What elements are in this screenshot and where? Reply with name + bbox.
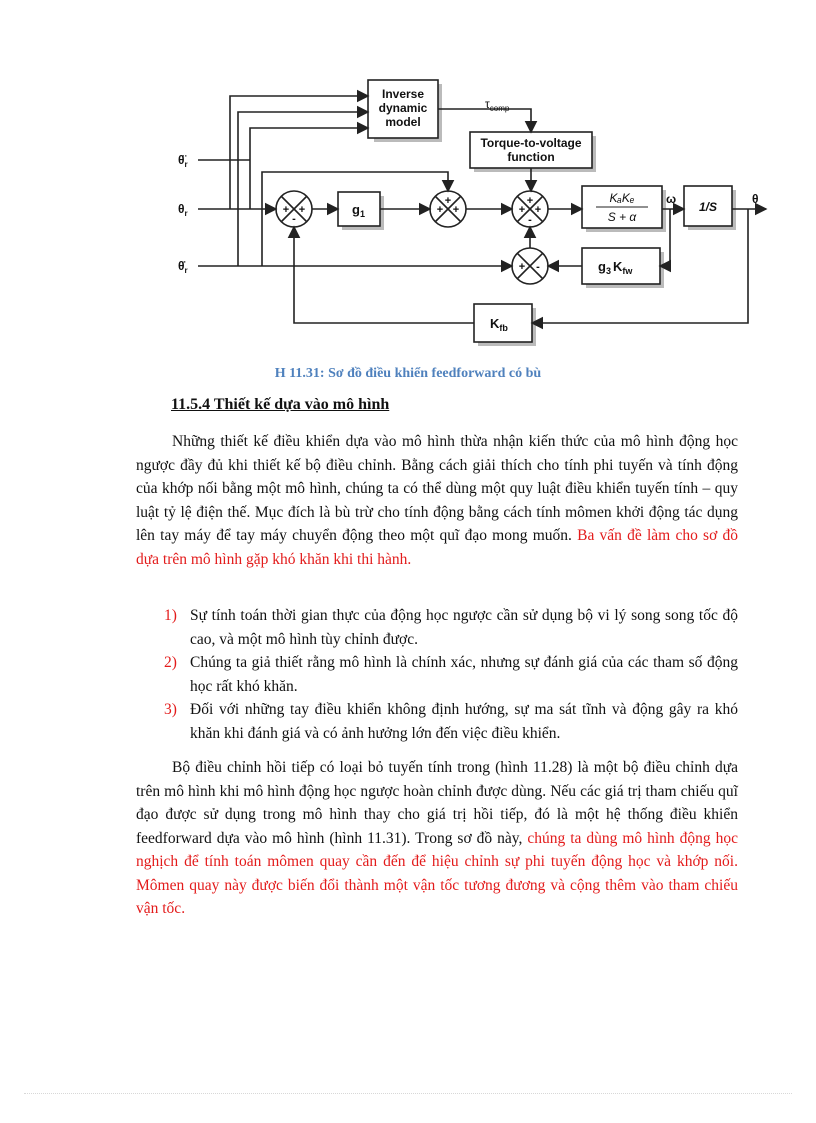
tau-comp-label: $\tau_{comp}$	[485, 97, 510, 113]
svg-text:+: +	[282, 204, 290, 216]
block-diagram-svg	[170, 78, 770, 363]
inverse-label-3: model	[385, 115, 421, 129]
integrator-label: 1/S	[698, 200, 718, 214]
svg-text:+: +	[526, 195, 534, 207]
svg-text:-: -	[528, 214, 532, 226]
theta-label: $\theta_r$	[178, 202, 188, 218]
svg-text:+: +	[534, 204, 542, 216]
problem-list	[164, 604, 738, 745]
torque-label-1: Torque-to-voltage	[480, 136, 582, 150]
g1-label: $g_1$	[352, 202, 365, 219]
list-item	[164, 698, 738, 745]
list-number: 3)	[164, 701, 177, 718]
list-text: Sự tính toán thời gian thực của động học ngược cần sử dụng bộ vi lý song song tốc độ cao, và một mô hình tùy chỉnh được.	[190, 607, 738, 648]
list-text: Đối với những tay điều khiển không định hướng, sự ma sát tĩnh và động gây ra khó khăn khi đánh giá và có ảnh hưởng lớn đến việc điều khiển.	[190, 701, 738, 742]
theta-dot-label: $\thetȧ_r$	[178, 259, 188, 275]
list-number: 1)	[164, 607, 177, 624]
kfb-label: $K_{fb}$	[490, 316, 508, 333]
block-diagram	[170, 78, 770, 363]
plant-denominator: S + α	[607, 210, 637, 224]
inverse-label-2: dynamic	[378, 101, 428, 115]
paragraph-1-text: Những thiết kế điều khiển dựa vào mô hình thừa nhận kiến thức của mô hình động học ngược đầy đủ khi thiết kế bộ điều chỉnh. Bằng cách giải thích cho tính phi tuyến và tính động của khớp nối bằng một mô hình, chúng ta có thể dùng một quy luật điều khiển tuyến tính – quy luật tỷ lệ điện thế. Mục đích là bù trừ cho tính động bằng cách tính mômen khởi động tác dụng lên tay máy để tay máy chuyển động theo một quĩ đạo mong muốn.	[136, 433, 738, 544]
theta-ddot-label: $\thetä_r$	[178, 153, 188, 169]
g3-kfw-label: $g_3$ $K_{fw}$	[598, 259, 633, 276]
paragraph-1-highlight: Ba vấn đề làm cho sơ đồ dựa trên mô hình gặp khó khăn khi thi hành.	[136, 527, 738, 568]
svg-text:+: +	[452, 204, 460, 216]
list-number: 2)	[164, 654, 177, 671]
list-text: Chúng ta giả thiết rằng mô hình là chính xác, nhưng sự đánh giá của các tham số động học rất khó khăn.	[190, 654, 738, 695]
svg-text:+: +	[444, 195, 452, 207]
svg-text:+: +	[518, 204, 526, 216]
section-title: 11.5.4 Thiết kế dựa vào mô hình	[171, 396, 390, 413]
inverse-label-1: Inverse	[381, 87, 425, 101]
plant-numerator: KₐKₑ	[609, 191, 635, 205]
paragraph-1	[136, 430, 738, 571]
page-footer-rule	[24, 1093, 792, 1094]
list-item	[164, 604, 738, 651]
svg-text:-: -	[292, 213, 296, 225]
figure-caption: H 11.31: Sơ đồ điều khiển feedforward có bù	[274, 366, 542, 381]
list-item	[164, 651, 738, 698]
svg-text:+: +	[518, 261, 526, 273]
torque-label-2: function	[507, 150, 555, 164]
omega-label: ω	[666, 192, 677, 206]
paragraph-2-highlight: chúng ta dùng mô hình động học nghịch để tính toán mômen quay cần đến để hiệu chỉnh sự phi tuyến động học và khớp nối. Mômen quay này được biến đổi thành một vận tốc tương đương và cộng thêm vào tham chiếu vận tốc.	[136, 829, 739, 917]
paragraph-2	[136, 756, 738, 921]
svg-text:+: +	[436, 204, 444, 216]
paragraph-2-text: Bộ điều chỉnh hồi tiếp có loại bỏ tuyến tính trong (hình 11.28) là một bộ điều chỉnh dựa trên mô hình khi mô hình động học ngược hoàn chỉnh được dùng. Nếu các giá trị tham chiếu quĩ đạo được sử dụng trong mô hình thay cho giá trị hồi tiếp, đó là một hệ thống điều khiển feedforward dựa vào mô hình (hình 11.31). Trong sơ đồ này,	[136, 759, 738, 847]
svg-text:-: -	[536, 261, 540, 273]
svg-text:+: +	[298, 204, 306, 216]
output-theta-label: θ	[752, 192, 759, 206]
